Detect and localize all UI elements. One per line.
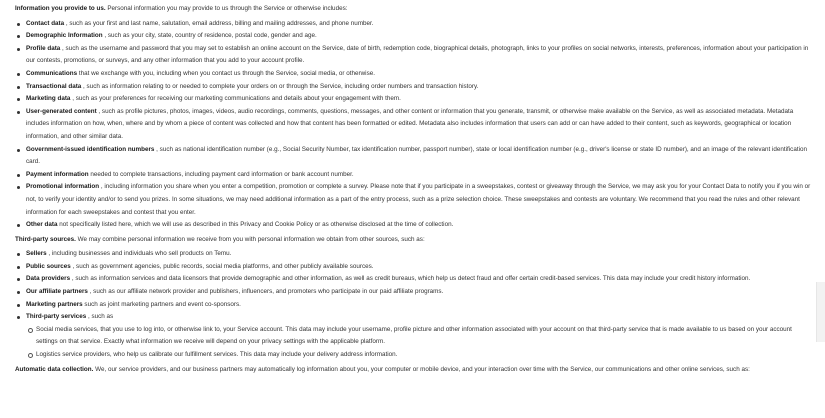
- automatic-paragraph: [15, 364, 811, 377]
- item-term: Marketing partners: [26, 300, 83, 308]
- item-term: Transactional data: [26, 82, 82, 90]
- sub-list-item: Social media services, that you use to log into, or otherwise link to, your Service account. This data may include your username, profile picture and other information associated with your account on that third-party service that is made available to us based on your account settings on that service. Exactly what information we receive will depend on your privacy settings with the applicable platform.: [36, 324, 811, 349]
- item-text: not specifically listed here, which we will use as described in this Privacy and Cookie Policy or as otherwise disclosed at the time of collection.: [57, 221, 454, 229]
- item-term: Promotional information: [26, 183, 100, 191]
- provided-paragraph: [15, 3, 811, 16]
- list-item: [26, 18, 811, 31]
- automatic-heading: Automatic data collection.: [15, 365, 94, 373]
- item-text: , such as: [86, 313, 114, 321]
- item-term: User-generated content: [26, 107, 97, 115]
- item-term: Contact data: [26, 19, 65, 27]
- item-term: Sellers: [26, 250, 47, 258]
- item-term: Other data: [26, 221, 58, 229]
- list-item: [26, 81, 811, 94]
- item-text: , such as the username and password that you may set to establish an online account on the Service, date of birth, redemption code, biographical details, photograph, links to your profiles on social networks, interests, preferences, information about your participation in our contests, promotions, or surveys, and any other information that you add to your account profile.: [26, 44, 809, 65]
- list-item: [26, 106, 811, 144]
- list-item: [26, 169, 811, 182]
- item-text: such as joint marketing partners and event co-sponsors.: [82, 300, 241, 308]
- item-term: Government-issued identification numbers: [26, 145, 155, 153]
- list-item: [26, 93, 811, 106]
- item-term: Our affiliate partners: [26, 288, 88, 296]
- item-text: , such as information relating to or needed to complete your orders on or through the Service, including order numbers and transaction history.: [81, 82, 479, 90]
- third-party-services-sublist: [26, 324, 811, 362]
- item-text: , such as national identification number (e.g., Social Security Number, tax identification number, passport number), state or local identification number (e.g., driver's license or state ID number), and an image of the relevant identification card.: [26, 145, 807, 166]
- third-party-list: [15, 248, 811, 361]
- item-term: Public sources: [26, 262, 71, 270]
- item-term: Marketing data: [26, 95, 71, 103]
- list-item: [26, 261, 811, 274]
- item-text: , such as your first and last name, salutation, email address, billing and mailing addresses, and phone number.: [64, 19, 374, 27]
- list-item: [26, 68, 811, 81]
- list-item: [26, 286, 811, 299]
- item-text: , including information you share when you enter a competition, promotion or complete a survey. Please note that if you participate in a sweepstakes, contest or giveaway through the Service, we may ask you for your Contact Data to notify you if you win or not, to verify your identity and/or to send you prizes. In some situations, we may need additional information as a part of the entry process, such as a prize selection choice. These sweepstakes and contests are voluntary. We recommend that you read the rules and other relevant information for each sweepstakes and contest that you enter.: [26, 183, 811, 216]
- third-party-heading: Third-party sources.: [15, 235, 76, 243]
- item-term: Profile data: [26, 44, 61, 52]
- list-item: [26, 311, 811, 361]
- list-item: [26, 30, 811, 43]
- item-term: Demographic Information: [26, 32, 103, 40]
- item-term: Third-party services: [26, 313, 87, 321]
- item-text: , such as our affiliate network provider and publishers, influencers, and promoters who participate in our paid affiliate programs.: [87, 288, 444, 296]
- list-item: [26, 181, 811, 219]
- item-text: , including businesses and individuals who sell products on Temu.: [46, 250, 232, 258]
- item-text: , such as your preferences for receiving our marketing communications and details about your engagement with them.: [70, 95, 401, 103]
- item-text: , such as information services and data licensors that provide demographic and other information, as well as credit bureaus, which help us detect fraud and offer certain credit-based services. This data may include your credit history information.: [70, 275, 751, 283]
- third-party-paragraph: [15, 234, 811, 247]
- item-text: , such as your city, state, country of residence, postal code, gender and age.: [102, 32, 317, 40]
- provided-intro: Personal information you may provide to us through the Service or otherwise includes:: [105, 5, 348, 12]
- third-party-intro: We may combine personal information we receive from you with personal information we obtain from other sources, such as:: [75, 235, 425, 243]
- provided-list: [15, 18, 811, 232]
- item-text: , such as government agencies, public records, social media platforms, and other publicly available sources.: [70, 262, 374, 270]
- item-text: , such as profile pictures, photos, images, videos, audio recordings, comments, questions, messages, and other content or information that you generate, transmit, or otherwise make available on the Service, as well as associated metadata. Metadata includes information on how, when, where and by whom a piece of content was collected and how that content has been formatted or edited. Metadata also includes information that users can add or can have added to their content, such as keywords, geographical or location information, and other similar data.: [26, 107, 794, 140]
- item-term: Payment information: [26, 170, 89, 178]
- automatic-intro: We, our service providers, and our business partners may automatically log information about you, your computer or mobile device, and your interaction over time with the Service, our communications and other online services, such as:: [93, 365, 750, 373]
- sub-list-item: Logistics service providers, who help us calibrate our fulfillment services. This data may include your delivery address information.: [36, 349, 811, 362]
- item-term: Data providers: [26, 275, 71, 283]
- item-term: Communications: [26, 69, 78, 77]
- scrollbar[interactable]: [816, 282, 825, 342]
- list-item: [26, 299, 811, 312]
- item-text: needed to complete transactions, including payment card information or bank account number.: [88, 170, 354, 178]
- list-item: [26, 43, 811, 68]
- item-text: that we exchange with you, including when you contact us through the Service, social media, or otherwise.: [77, 69, 375, 77]
- list-item: [26, 144, 811, 169]
- list-item: [26, 248, 811, 261]
- list-item: [26, 219, 811, 232]
- provided-heading: Information you provide to us.: [15, 5, 106, 12]
- list-item: [26, 273, 811, 286]
